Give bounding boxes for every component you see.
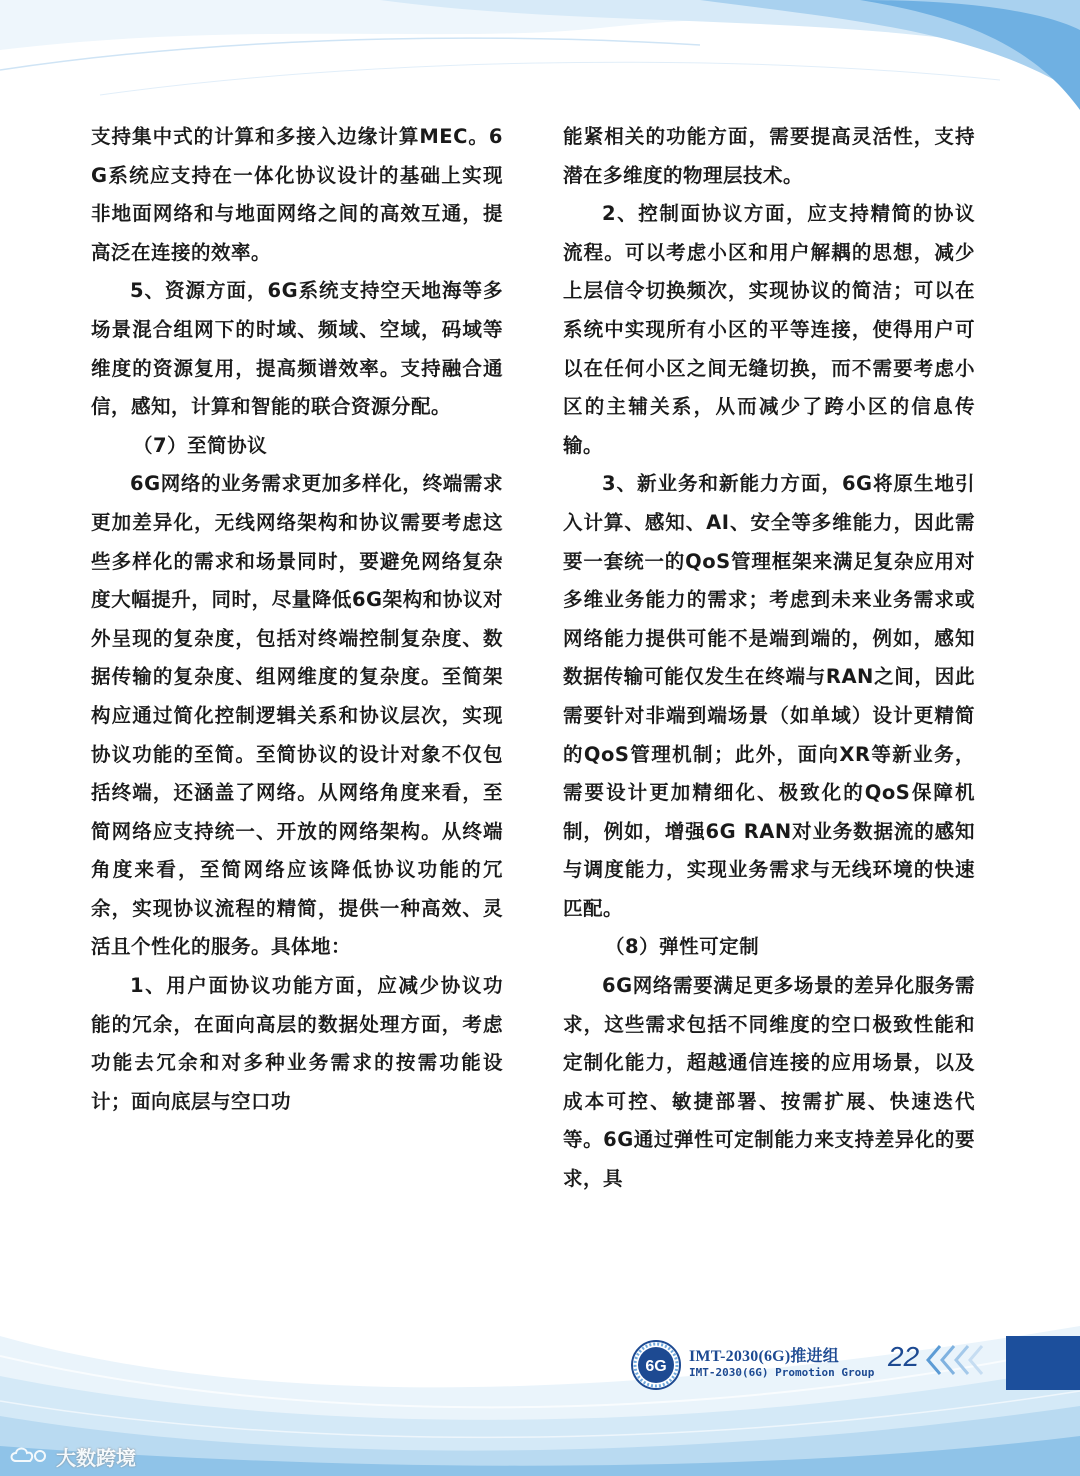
paragraph-minimal-protocol: 6G网络的业务需求更加多样化，终端需求更加差异化，无线网络架构和协议需要考虑这些多样化的需求和场景同时，要避免网络复杂度大幅提升，同时，尽量降低6G架构和协议对外呈现的复杂度，包括对终端控制复杂度、数据传输的复杂度、组网维度的复杂度。至简架构应通过简化控制逻辑关系和协议层次，实现协议功能的至简。至简协议的设计对象不仅包括终端，还涵盖了网络。从网络角度来看，至简网络应支持统一、开放的网络架构。从终端角度来看，至简网络应该降低协议功能的冗余，实现协议流程的精简，提供一种高效、灵活且个性化的服务。具体地： bbox=[91, 472, 503, 959]
imt2030-logo-icon bbox=[631, 1340, 681, 1390]
cloud-logo-icon bbox=[8, 1443, 56, 1470]
section-heading-7: （7）至简协议 bbox=[133, 433, 268, 457]
top-wave-decoration bbox=[0, 0, 1080, 120]
right-text-column bbox=[563, 118, 975, 1199]
paragraph-user-plane: 1、用户面协议功能方面，应减少协议功能的冗余，在面向高层的数据处理方面，考虑功能去冗余和对多种业务需求的按需功能设计；面向底层与空口功 bbox=[91, 974, 503, 1113]
watermark-label: 大数跨境 bbox=[56, 1446, 136, 1470]
paragraph-flexible-customization: 6G网络需要满足更多场景的差异化服务需求，这些需求包括不同维度的空口极致性能和定制化能力，超越通信连接的应用场景，以及成本可控、敏捷部署、按需扩展、快速迭代等。6G通过弹性可定制能力来支持差异化的要求，具 bbox=[563, 974, 975, 1191]
page-number: 22 bbox=[888, 1341, 920, 1372]
paragraph-continuation: 支持集中式的计算和多接入边缘计算MEC。6G系统应支持在一体化协议设计的基础上实现非地面网络和与地面网络之间的高效互通，提高泛在连接的效率。 bbox=[91, 125, 503, 264]
watermark-text bbox=[8, 1442, 136, 1471]
paragraph-control-plane: 2、控制面协议方面，应支持精简的协议流程。可以考虑小区和用户解耦的思想，减少上层信令切换频次，实现协议的简洁；可以在系统中实现所有小区的平等连接，使得用户可以在任何小区之间无缝切换，而不需要考虑小区的主辅关系，从而减少了跨小区的信息传输。 bbox=[563, 202, 975, 457]
footer-accent-bar bbox=[1006, 1336, 1080, 1390]
org-name-cn: IMT-2030(6G)推进组 bbox=[689, 1348, 839, 1365]
paragraph-resources: 5、资源方面，6G系统支持空天地海等多场景混合组网下的时域、频域、空域，码域等维度的资源复用，提高频谱效率。支持融合通信，感知，计算和智能的联合资源分配。 bbox=[91, 279, 503, 419]
logo-text: 6G bbox=[645, 1358, 667, 1375]
bottom-wave-decoration bbox=[0, 1176, 1080, 1476]
org-name-en: IMT-2030(6G) Promotion Group bbox=[689, 1366, 875, 1379]
chevron-left-icon bbox=[920, 1342, 1000, 1378]
section-heading-8: （8）弹性可定制 bbox=[605, 935, 760, 959]
paragraph-continuation-right: 能紧相关的功能方面，需要提高灵活性，支持潜在多维度的物理层技术。 bbox=[563, 125, 975, 187]
paragraph-new-services: 3、新业务和新能力方面，6G将原生地引入计算、感知、AI、安全等多维能力，因此需要一套统一的QoS管理框架来满足复杂应用对多维业务能力的需求；考虑到未来业务需求或网络能力提供可能不是端到端的，例如，感知数据传输可能仅发生在终端与RAN之间，因此需要针对非端到端场景（如单域）设计更精简的QoS管理机制；此外，面向XR等新业务，需要设计更加精细化、极致化的QoS保障机制，例如，增强6G RAN对业务数据流的感知与调度能力，实现业务需求与无线环境的快速匹配。 bbox=[563, 472, 975, 920]
left-text-column bbox=[91, 118, 503, 1121]
